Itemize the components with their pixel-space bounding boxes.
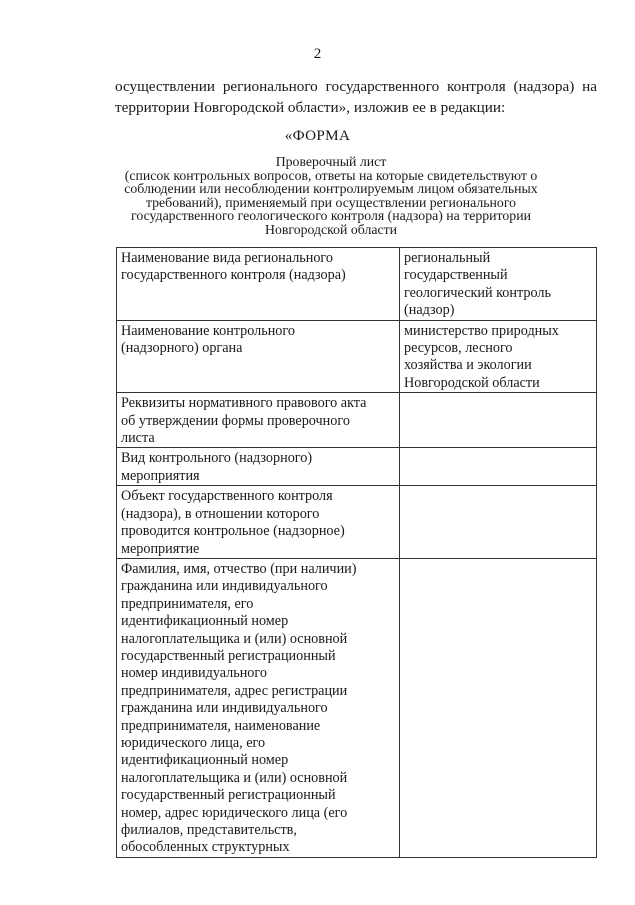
row-value (400, 558, 597, 857)
row-label: Реквизиты нормативного правового акта об утверждении формы проверочного листа (117, 393, 400, 448)
table-row (117, 248, 597, 321)
row-value: министерство природных ресурсов, лесного хозяйства и экологии Новгородской области (400, 320, 597, 393)
row-value (400, 448, 597, 486)
table-row (117, 320, 597, 393)
table-row (117, 558, 597, 857)
checklist-table (116, 247, 597, 858)
subtitle-line: требований), применяемый при осуществлении регионального (145, 194, 517, 210)
intro-line-1: осуществлении регионального государственного контроля (надзора) на (115, 78, 597, 95)
subtitle-line: Новгородской области (265, 221, 397, 237)
row-value (400, 393, 597, 448)
row-value (400, 486, 597, 559)
subtitle-line: Проверочный лист (275, 154, 387, 169)
table-row (117, 486, 597, 559)
form-heading: «ФОРМА (284, 127, 351, 144)
row-value: региональный государственный геологический контроль (надзор) (400, 248, 597, 321)
row-label: Фамилия, имя, отчество (при наличии) гражданина или индивидуального предпринимателя, его идентификационный номер налогоплательщика и (или) основной государственный регистрационный номер индивидуального предпринимателя, адрес регистрации гражданина или индивидуального предпринимателя, наименование юридического лица, его идентификационный номер налогоплательщика и (или) основной государственный регистрационный номер, адрес юридического лица (его филиалов, представительств, обособленных структурных (117, 558, 400, 857)
intro-line-2: территории Новгородской области», изложив ее в редакции: (115, 99, 506, 116)
row-label: Наименование контрольного (надзорного) органа (117, 320, 400, 393)
row-label: Объект государственного контроля (надзора), в отношении которого проводится контрольное (надзорное) мероприятие (117, 486, 400, 559)
checklist-subtitle (88, 155, 574, 237)
subtitle-line: государственного геологического контроля (надзора) на территории (131, 208, 531, 224)
row-label: Вид контрольного (надзорного) мероприятия (117, 448, 400, 486)
table-row (117, 393, 597, 448)
intro-paragraph (115, 76, 597, 118)
page-number: 2 (313, 46, 322, 62)
table-row (117, 448, 597, 486)
row-label: Наименование вида регионального государственного контроля (надзора) (117, 248, 400, 321)
subtitle-line: соблюдении или несоблюдении контролируемым лицом обязательных (124, 181, 538, 197)
subtitle-line: (список контрольных вопросов, ответы на которые свидетельствуют о (124, 167, 538, 183)
